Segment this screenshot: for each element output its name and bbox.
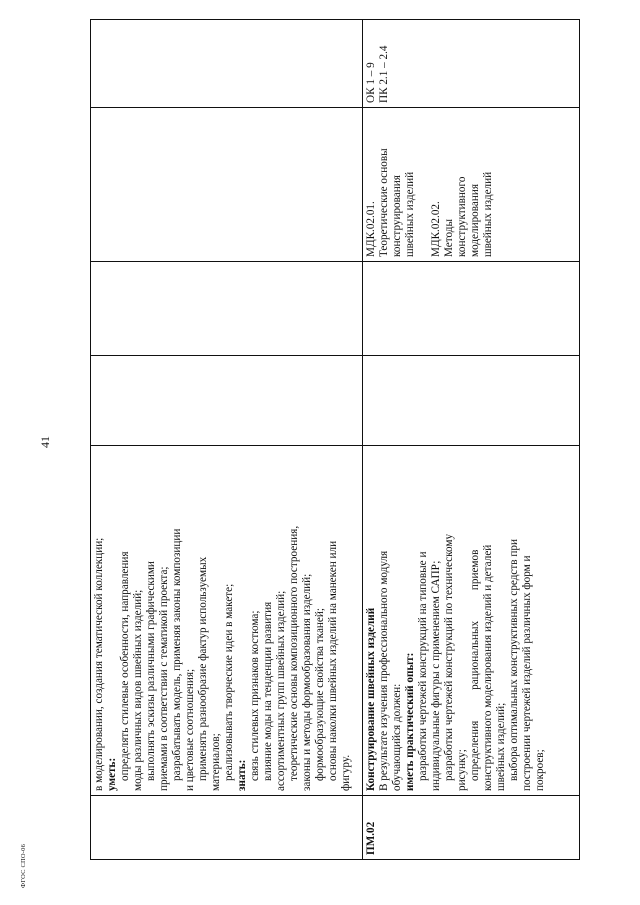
cell-pm02-mdk: [363, 108, 580, 262]
pm02-line: обучающийся должен:: [391, 683, 403, 791]
cell-pm02-competencies: [363, 20, 580, 108]
pm02-line: рисунку;: [456, 749, 468, 791]
table-row-pm02: [363, 20, 580, 860]
desc-line: моды различных видов швейных изделий;: [132, 589, 144, 791]
cell-empty: [91, 356, 363, 446]
desc-line: разрабатывать модель, применяя законы композиции: [171, 528, 183, 781]
mdk-02-01-name: Теоретические основы: [378, 148, 390, 257]
pm02-line: разработки чертежей конструкций по техническому: [443, 533, 455, 781]
mdk-02-01-name: конструирования: [391, 175, 403, 257]
mdk-02-02-name: Методы: [443, 219, 455, 257]
desc-line: приемами в соответствии с тематикой проекта;: [158, 566, 170, 791]
mdk-02-02-code: МДК.02.02.: [430, 201, 442, 257]
desc-line: реализовывать творческие идеи в макете;: [223, 583, 235, 781]
mdk-02-02-name: швейных изделий: [482, 171, 494, 257]
pm02-line: покроев;: [534, 749, 546, 791]
cell-code-empty: [91, 796, 363, 860]
competency-ok: ОК 1 – 9: [365, 62, 377, 103]
pm02-line: выбора оптимальных конструктивных средств при: [508, 539, 520, 781]
mdk-02-02-name: конструктивного: [456, 176, 468, 257]
desc-line: и цветовые соотношения;: [184, 668, 196, 791]
desc-line: основы наколки швейных изделий на манекен или: [327, 540, 339, 781]
cell-competencies-empty: [91, 20, 363, 108]
desc-line: выполнять эскизы различными графическими: [145, 561, 157, 781]
pm02-title: Конструирование швейных изделий: [365, 607, 377, 791]
desc-line: фигуру.: [340, 754, 352, 791]
mdk-02-01-code: МДК.02.01.: [365, 201, 377, 257]
cell-empty: [91, 262, 363, 356]
pm02-line: швейных изделий;: [495, 702, 507, 791]
desc-line: законы и методы формообразования изделий;: [301, 573, 313, 791]
spacer: [417, 112, 430, 257]
module-code-pm02: ПМ.02: [363, 796, 580, 860]
pm02-line: индивидуальные фигуры с применением САПР;: [430, 560, 442, 791]
cell-mdk-empty: [91, 108, 363, 262]
mdk-02-02-name: моделирования: [469, 184, 481, 257]
desc-line: влияние моды на тенденции развития: [262, 601, 274, 781]
desc-line: применять разнообразие фактур используемых: [197, 556, 209, 781]
footer-standard-code: ФГОС СПО-06: [20, 843, 27, 888]
rotated-table-wrapper: [90, 20, 580, 860]
cell-pm02-description: [363, 446, 580, 796]
pm02-heading-experience: иметь практический опыт:: [404, 652, 416, 791]
desc-line: связь стилевых признаков костюма;: [249, 610, 261, 781]
desc-heading-umet: уметь:: [106, 757, 118, 791]
pm02-line: разработки чертежей конструкций на типовые и: [417, 551, 429, 781]
pm02-line: определения рациональных приемов: [469, 549, 481, 781]
desc-line: теоретические основы композиционного построения,: [288, 525, 300, 781]
pm02-line: построении чертежей изделий различных форм и: [521, 555, 533, 791]
competency-pk: ПК 2.1 – 2.4: [378, 45, 390, 103]
desc-line: формообразующие свойства тканей;: [314, 608, 326, 781]
desc-line: ассортиментных групп швейных изделий;: [275, 590, 287, 791]
desc-heading-znat: знать:: [236, 759, 248, 791]
desc-line: в моделировании, создания тематической коллекции;: [93, 537, 105, 791]
curriculum-table: [90, 19, 580, 860]
pm02-line: конструктивного моделирования изделий и деталей: [482, 544, 494, 791]
cell-empty: [363, 356, 580, 446]
mdk-02-01-name: швейных изделий: [404, 171, 416, 257]
pm02-line: В результате изучения профессионального модуля: [378, 550, 390, 791]
desc-line: материалов;: [210, 733, 222, 791]
cell-empty: [363, 262, 580, 356]
cell-description-continued: [91, 446, 363, 796]
desc-line: определять стилевые особенности, направления: [119, 551, 131, 781]
table-row-continuation: [91, 20, 363, 860]
page-number: 41: [38, 436, 52, 448]
